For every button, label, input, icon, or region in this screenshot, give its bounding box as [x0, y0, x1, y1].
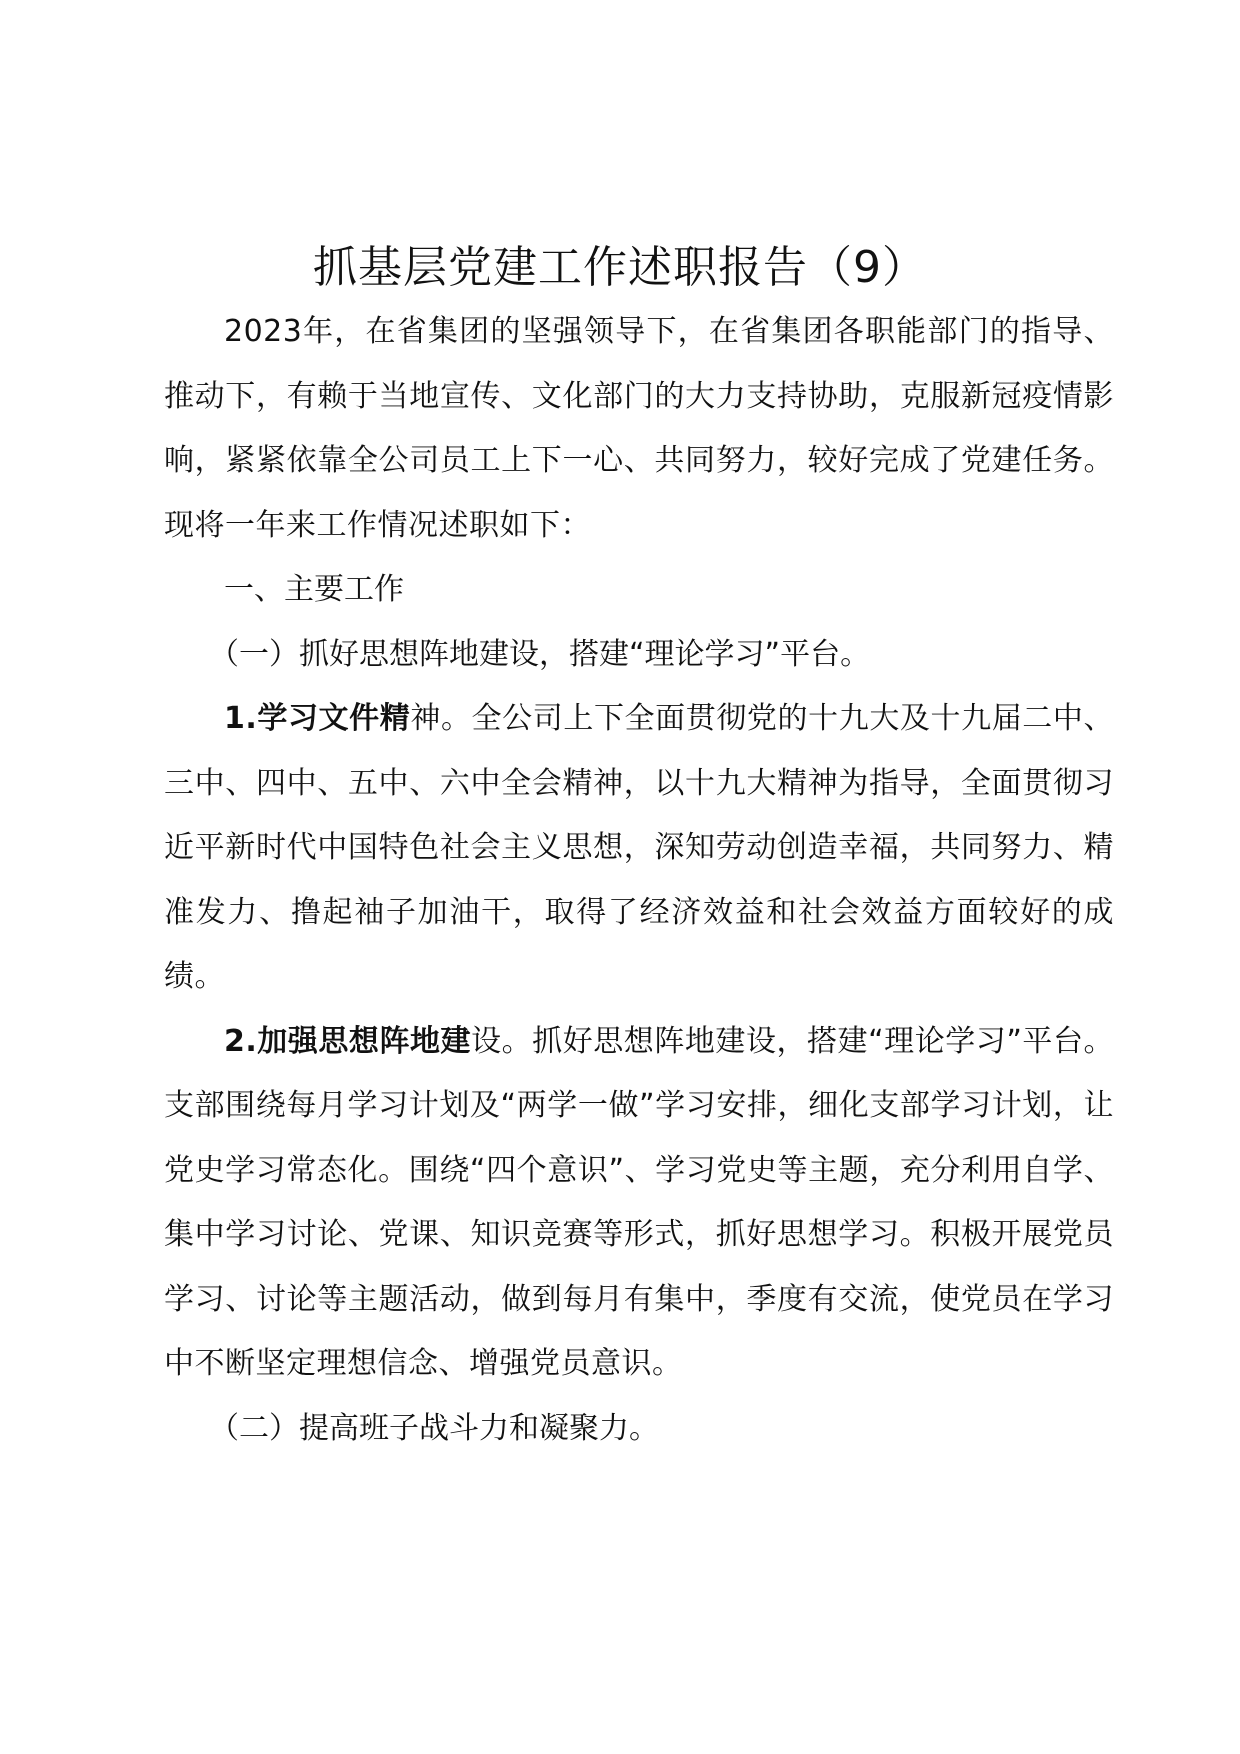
subsection-heading-2: [164, 1397, 1114, 1462]
item-1-lead: 1.学习文件精: [224, 701, 411, 736]
subsection-heading-2-text: （二）提高班子战斗力和凝聚力。: [209, 1410, 659, 1446]
intro-paragraph: 2023年，在省集团的坚强领导下，在省集团各职能部门的指导、推动下，有赖于当地宣传、文化部门的大力支持协助，克服新冠疫情影响，紧紧依靠全公司员工上下一心、共同努力，较好完成了党建任务。现将一年来工作情况述职如下：: [164, 314, 1114, 543]
item-2-text: 设。抓好思想阵地建设，搭建“理论学习”平台。支部围绕每月学习计划及“两学一做”学习安排，细化支部学习计划，让党史学习常态化。围绕“四个意识”、学习党史等主题，充分利用自学、集中学习讨论、党课、知识竞赛等形式，抓好思想学习。积极开展党员学习、讨论等主题活动，做到每月有集中，季度有交流，使党员在学习中不断坚定理想信念、增强党员意识。: [164, 1023, 1114, 1381]
item-2-lead: 2.加强思想阵地建: [224, 1023, 472, 1059]
item-1-text: 神。全公司上下全面贯彻党的十九大及十九届二中、三中、四中、五中、六中全会精神，以十九大精神为指导，全面贯彻习近平新时代中国特色社会主义思想，深知劳动创造幸福，共同努力、精准发力、撸起袖子加油干，取得了经济效益和社会效益方面较好的成绩。: [164, 701, 1114, 994]
item-paragraph-2: [164, 1010, 1114, 1397]
section-heading-main-work: 一、主要工作: [224, 572, 404, 607]
document-title: 抓基层党建工作述职报告（9）: [313, 242, 927, 293]
subsection-heading-1-text: （一）抓好思想阵地建设，搭建“理论学习”平台。: [209, 636, 871, 672]
document-body: [164, 300, 1114, 1461]
item-paragraph-1: [164, 687, 1114, 1010]
subsection-heading-1: [164, 623, 1114, 688]
